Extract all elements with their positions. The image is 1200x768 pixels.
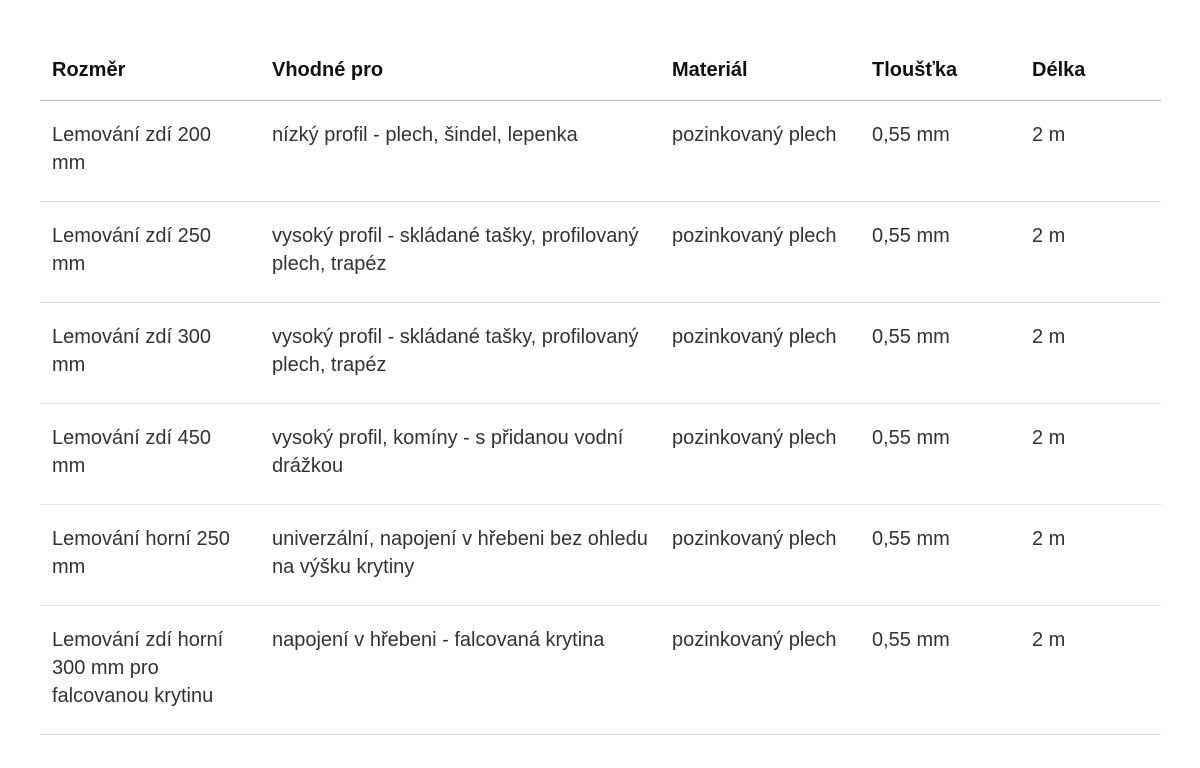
cell-length: 2 m bbox=[1020, 303, 1161, 404]
table-row bbox=[40, 404, 1161, 505]
column-header-size: Rozměr bbox=[40, 40, 260, 101]
cell-material: pozinkovaný plech bbox=[660, 303, 860, 404]
column-header-suitable-for: Vhodné pro bbox=[260, 40, 660, 101]
cell-thickness: 0,55 mm bbox=[860, 606, 1020, 735]
cell-suitable-for: nízký profil - plech, šindel, lepenka bbox=[260, 101, 660, 202]
cell-material: pozinkovaný plech bbox=[660, 606, 860, 735]
cell-thickness: 0,55 mm bbox=[860, 202, 1020, 303]
column-header-length: Délka bbox=[1020, 40, 1161, 101]
cell-length: 2 m bbox=[1020, 404, 1161, 505]
cell-suitable-for: vysoký profil, komíny - s přidanou vodní drážkou bbox=[260, 404, 660, 505]
table-row bbox=[40, 303, 1161, 404]
cell-length: 2 m bbox=[1020, 606, 1161, 735]
cell-suitable-for: vysoký profil - skládané tašky, profilovaný plech, trapéz bbox=[260, 202, 660, 303]
header-row bbox=[40, 40, 1161, 101]
cell-suitable-for: vysoký profil - skládané tašky, profilovaný plech, trapéz bbox=[260, 303, 660, 404]
cell-size: Lemování zdí 200 mm bbox=[40, 101, 260, 202]
cell-material: pozinkovaný plech bbox=[660, 505, 860, 606]
cell-material: pozinkovaný plech bbox=[660, 404, 860, 505]
cell-thickness: 0,55 mm bbox=[860, 303, 1020, 404]
column-header-thickness: Tloušťka bbox=[860, 40, 1020, 101]
cell-thickness: 0,55 mm bbox=[860, 505, 1020, 606]
cell-material: pozinkovaný plech bbox=[660, 202, 860, 303]
cell-length: 2 m bbox=[1020, 101, 1161, 202]
table-row bbox=[40, 202, 1161, 303]
cell-thickness: 0,55 mm bbox=[860, 404, 1020, 505]
cell-size: Lemování zdí 250 mm bbox=[40, 202, 260, 303]
column-header-material: Materiál bbox=[660, 40, 860, 101]
cell-suitable-for: napojení v hřebeni - falcovaná krytina bbox=[260, 606, 660, 735]
table-header bbox=[40, 40, 1161, 101]
table-row bbox=[40, 505, 1161, 606]
cell-length: 2 m bbox=[1020, 202, 1161, 303]
cell-thickness: 0,55 mm bbox=[860, 101, 1020, 202]
cell-size: Lemování zdí 300 mm bbox=[40, 303, 260, 404]
cell-size: Lemování horní 250 mm bbox=[40, 505, 260, 606]
table-body bbox=[40, 101, 1161, 735]
product-table-container bbox=[40, 40, 1161, 735]
cell-suitable-for: univerzální, napojení v hřebeni bez ohledu na výšku krytiny bbox=[260, 505, 660, 606]
table-row bbox=[40, 606, 1161, 735]
cell-size: Lemování zdí 450 mm bbox=[40, 404, 260, 505]
cell-length: 2 m bbox=[1020, 505, 1161, 606]
cell-size: Lemování zdí horní 300 mm pro falcovanou krytinu bbox=[40, 606, 260, 735]
table-row bbox=[40, 101, 1161, 202]
cell-material: pozinkovaný plech bbox=[660, 101, 860, 202]
product-table bbox=[40, 40, 1161, 735]
